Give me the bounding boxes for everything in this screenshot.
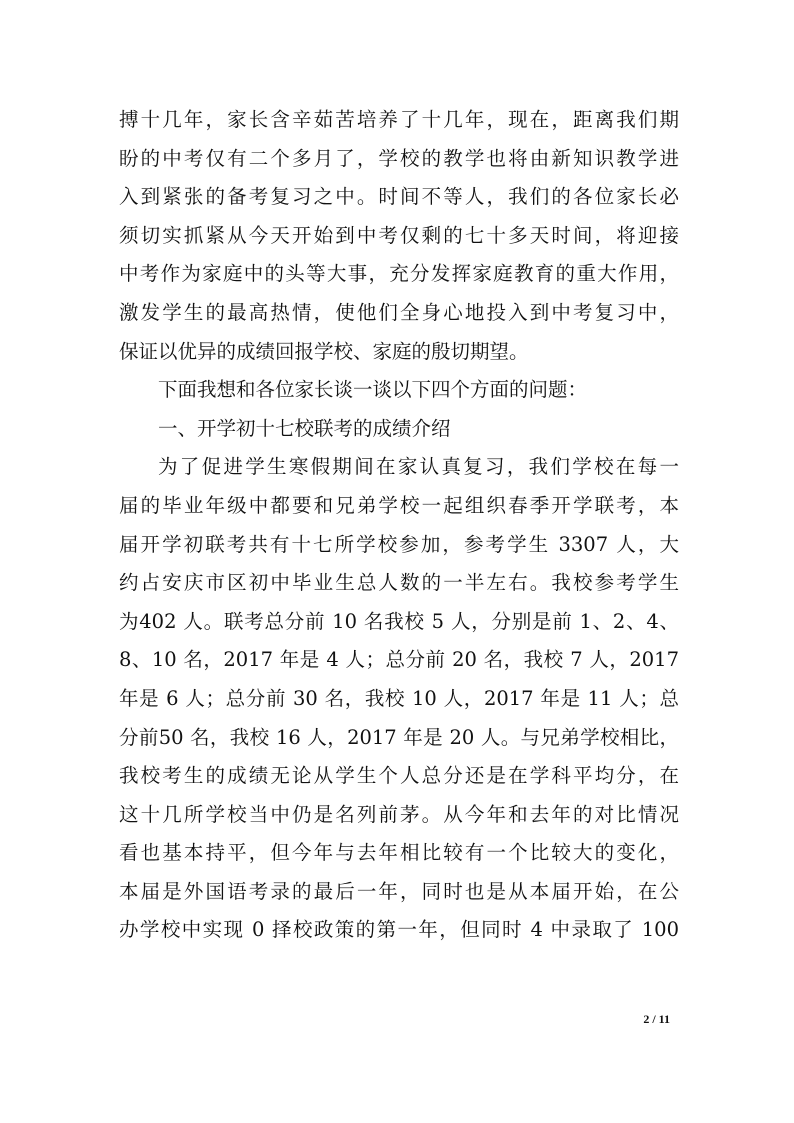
text-line: 看也基本持平，但今年与去年相比较有一个比较大的变化，	[119, 841, 679, 865]
text-line: 为402 人。联考总分前 10 名我校 5 人，分别是前 1、2、4、	[119, 609, 679, 633]
text-line: 为了促进学生寒假期间在家认真复习，我们学校在每一	[158, 455, 679, 479]
text-line: 中考作为家庭中的头等大事，充分发挥家庭教育的重大作用，	[119, 262, 679, 286]
text-line: 本届是外国语考录的最后一年，同时也是从本届开始，在公	[119, 879, 679, 903]
text-line: 年是 6 人；总分前 30 名，我校 10 人，2017 年是 11 人；总	[119, 686, 679, 710]
text-line: 这十几所学校当中仍是名列前茅。从今年和去年的对比情况	[119, 802, 679, 826]
text-line: 约占安庆市区初中毕业生总人数的一半左右。我校参考学生	[119, 571, 679, 595]
text-line: 须切实抓紧从今天开始到中考仅剩的七十多天时间，将迎接	[119, 223, 679, 247]
text-line: 办学校中实现 0 择校政策的第一年，但同时 4 中录取了 100	[119, 918, 679, 942]
body-text	[119, 101, 679, 950]
section-heading: 一、开学初十七校联考的成绩介绍	[158, 416, 451, 440]
text-line: 届的毕业年级中都要和兄弟学校一起组织春季开学联考，本	[119, 493, 679, 517]
page-number: 2 / 11	[643, 1012, 670, 1026]
text-line: 激发学生的最高热情，使他们全身心地投入到中考复习中，	[119, 300, 679, 324]
text-line: 搏十几年，家长含辛茹苦培养了十几年，现在，距离我们期	[119, 108, 679, 131]
text-line: 分前50 名，我校 16 人，2017 年是 20 人。与兄弟学校相比，	[119, 725, 679, 749]
text-line: 保证以优异的成绩回报学校、家庭的殷切期望。	[119, 339, 529, 363]
text-line: 我校考生的成绩无论从学生个人总分还是在学科平均分，在	[119, 764, 679, 788]
text-line: 盼的中考仅有二个多月了，学校的教学也将由新知识教学进	[119, 146, 679, 170]
text-line: 8、10 名，2017 年是 4 人；总分前 20 名，我校 7 人，2017	[119, 648, 679, 672]
text-line: 下面我想和各位家长谈一谈以下四个方面的问题：	[158, 378, 588, 402]
text-line: 入到紧张的备考复习之中。时间不等人，我们的各位家长必	[119, 185, 679, 209]
text-line: 届开学初联考共有十七所学校参加，参考学生 3307 人，大	[119, 532, 679, 556]
